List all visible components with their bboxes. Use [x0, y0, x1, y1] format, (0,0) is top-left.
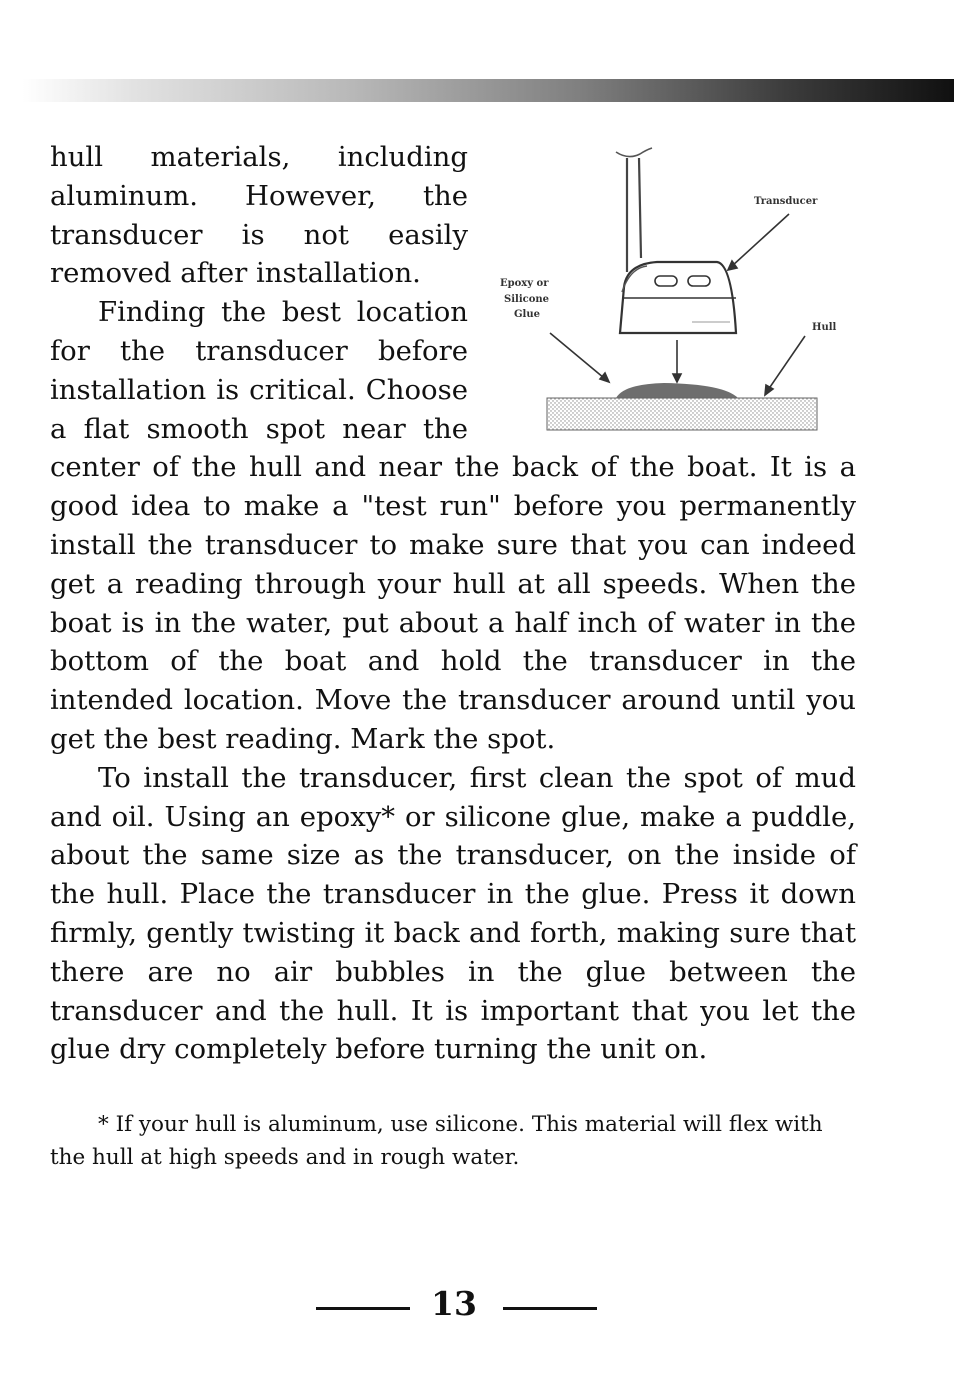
paragraph-2: Finding the best location for the transducer before installation is critical. Choose a flat smooth spot near the center of the hull and near the back of the boat. It is a good idea to make a "test run" before you permanently install the transducer to make sure that you can indeed get a reading through your hull at all speeds. When the boat is in the water, put about a half inch of water in the bottom of the boat and hold the transducer in the intended location. Move the transducer around until you get the best reading. Mark the spot. [50, 296, 856, 755]
page-footer [0, 1282, 954, 1332]
label-glue-line-2: Silicone [504, 294, 550, 305]
label-hull: Hull [812, 322, 837, 333]
paragraph-1: hull materials, including aluminum. However, the transducer is not easily removed after installation. [50, 141, 468, 290]
footer-rule-left [316, 1307, 410, 1310]
header-gradient-bar [22, 79, 954, 102]
body-text [50, 138, 856, 1069]
label-transducer: Transducer [754, 196, 818, 207]
label-glue-line-3: Glue [514, 309, 540, 320]
footnote: * If your hull is aluminum, use silicone. This material will flex with the hull at high speeds and in rough water. [50, 1112, 823, 1170]
footer-rule-right [503, 1307, 597, 1310]
label-glue-line-1: Epoxy or [500, 278, 549, 289]
paragraph-3: To install the transducer, first clean the spot of mud and oil. Using an epoxy* or silicone glue, make a puddle, about the same size as the transducer, on the inside of the hull. Place the transducer in the glue. Press it down firmly, gently twisting it back and forth, making sure that there are no air bubbles in the glue between the transducer and the hull. It is important that you let the glue dry completely before turning the unit on. [50, 761, 856, 1066]
page-number: 13 [431, 1284, 477, 1323]
